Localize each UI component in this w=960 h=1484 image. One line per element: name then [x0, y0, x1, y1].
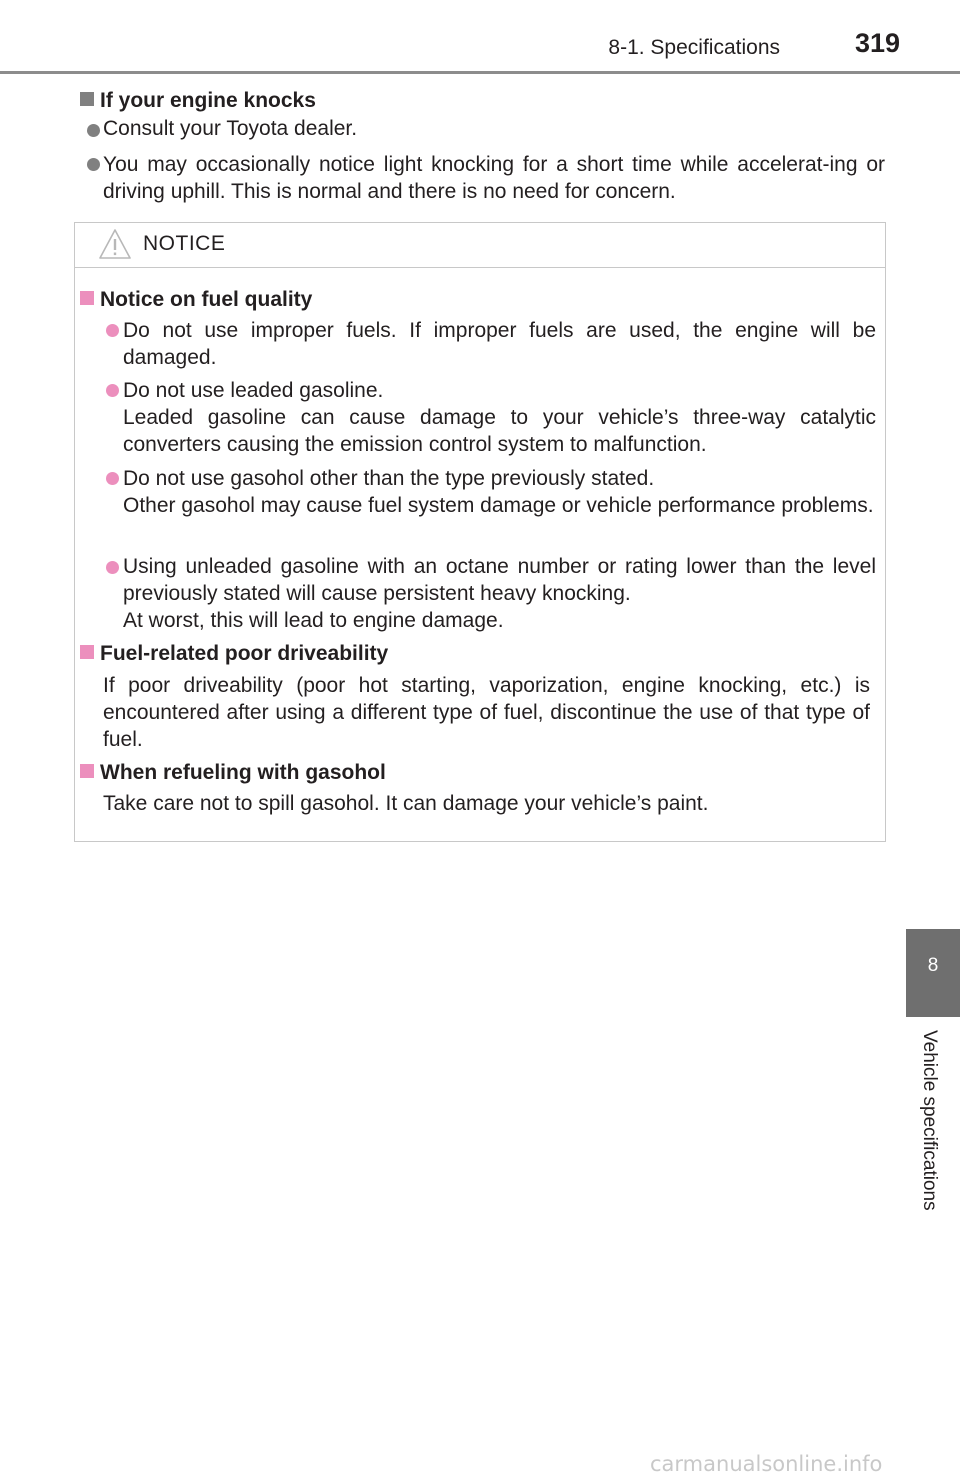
- section-heading-engine-knocks: If your engine knocks: [80, 89, 316, 113]
- warning-triangle-icon: [98, 228, 132, 260]
- notice-bullet-text: Using unleaded gasoline with an octane number or rating lower than the level previously stated will cause persistent heavy knocking.: [123, 555, 876, 605]
- chapter-tab-label: Vehicle specifications: [919, 1030, 940, 1211]
- notice-bullet-text: Do not use gasohol other than the type previously stated.: [123, 467, 655, 490]
- bullet-dot-icon: [106, 384, 119, 397]
- heading-square-icon: [80, 92, 94, 106]
- notice-heading-fuel-quality: Notice on fuel quality: [80, 288, 312, 312]
- heading-square-icon: [80, 764, 94, 778]
- notice-title: NOTICE: [143, 232, 226, 255]
- notice-bullet-text: Leaded gasoline can cause damage to your vehicle’s three-way catalytic converters causing the emission control system to malfunction.: [123, 406, 876, 456]
- notice-bullet-text: Other gasohol may cause fuel system damage or vehicle performance problems.: [123, 494, 874, 517]
- bullet-dot-icon: [106, 561, 119, 574]
- notice-paragraph: Take care not to spill gasohol. It can damage your vehicle’s paint.: [103, 792, 709, 815]
- bullet-dot-icon: [106, 324, 119, 337]
- notice-bullet-text: Do not use leaded gasoline.: [123, 379, 384, 402]
- chapter-tab-number: 8: [927, 955, 939, 976]
- notice-heading-gasohol: When refueling with gasohol: [80, 761, 386, 785]
- bullet-text: You may occasionally notice light knocking for a short time while accelerat-ing or driving uphill. This is normal and there is no need for concern.: [103, 153, 885, 203]
- bullet-dot-icon: [87, 158, 100, 171]
- bullet-dot-icon: [87, 124, 100, 137]
- notice-bullet-text: At worst, this will lead to engine damage.: [123, 609, 504, 632]
- watermark-text[interactable]: carmanualsonline.info: [650, 1452, 883, 1476]
- running-header-section: 8-1. Specifications: [608, 36, 780, 59]
- notice-header-rule: [74, 267, 886, 268]
- notice-bullet-text: Do not use improper fuels. If improper fuels are used, the engine will be damaged.: [123, 319, 876, 369]
- header-rule: [0, 71, 960, 74]
- heading-square-icon: [80, 645, 94, 659]
- notice-paragraph: If poor driveability (poor hot starting, vaporization, engine knocking, etc.) is encountered after using a different type of fuel, discontinue the use of that type of fuel.: [103, 674, 870, 751]
- bullet-text: Consult your Toyota dealer.: [103, 117, 358, 140]
- bullet-dot-icon: [106, 472, 119, 485]
- heading-square-icon: [80, 291, 94, 305]
- page-number: 319: [854, 28, 900, 58]
- notice-heading-driveability: Fuel-related poor driveability: [80, 642, 388, 666]
- chapter-tab[interactable]: [906, 929, 960, 1017]
